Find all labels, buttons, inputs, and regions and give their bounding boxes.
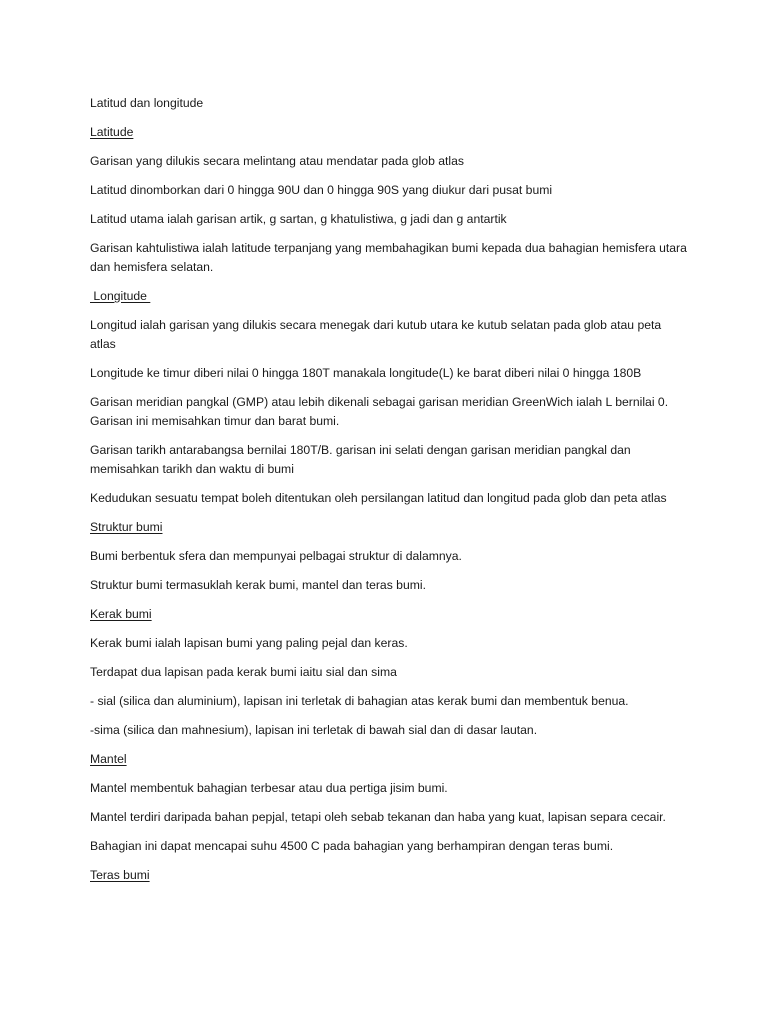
paragraph: Latitud dinomborkan dari 0 hingga 90U dan 0 hingga 90S yang diukur dari pusat bumi: [90, 183, 553, 197]
paragraph: Garisan meridian pangkal (GMP) atau lebih dikenali sebagai garisan meridian GreenWich ialah L bernilai 0. Garisan ini memisahkan timur dan barat bumi.: [90, 395, 669, 428]
paragraph: Longitude ke timur diberi nilai 0 hingga 180T manakala longitude(L) ke barat diberi nilai 0 hingga 180B: [90, 366, 642, 380]
document-body: [90, 94, 690, 895]
section-heading-teras-bumi: Teras bumi: [90, 868, 150, 882]
paragraph: - sial (silica dan aluminium), lapisan ini terletak di bahagian atas kerak bumi dan membentuk benua.: [90, 694, 629, 708]
paragraph: Longitud ialah garisan yang dilukis secara menegak dari kutub utara ke kutub selatan pada glob atau peta atlas: [90, 318, 662, 351]
section-heading-longitude: Longitude: [90, 289, 151, 303]
paragraph: -sima (silica dan mahnesium), lapisan ini terletak di bawah sial dan di dasar lautan.: [90, 723, 538, 737]
section-heading-struktur-bumi: Struktur bumi: [90, 520, 163, 534]
paragraph: Garisan yang dilukis secara melintang atau mendatar pada glob atlas: [90, 154, 464, 168]
section-heading-mantel: Mantel: [90, 752, 127, 766]
paragraph: Mantel membentuk bahagian terbesar atau dua pertiga jisim bumi.: [90, 781, 448, 795]
paragraph: Bumi berbentuk sfera dan mempunyai pelbagai struktur di dalamnya.: [90, 549, 462, 563]
paragraph: Terdapat dua lapisan pada kerak bumi iaitu sial dan sima: [90, 665, 397, 679]
section-heading-latitude: Latitude: [90, 125, 134, 139]
paragraph: Mantel terdiri daripada bahan pepjal, tetapi oleh sebab tekanan dan haba yang kuat, lapisan separa cecair.: [90, 810, 666, 824]
section-heading-kerak-bumi: Kerak bumi: [90, 607, 152, 621]
paragraph: Kerak bumi ialah lapisan bumi yang paling pejal dan keras.: [90, 636, 408, 650]
paragraph: Struktur bumi termasuklah kerak bumi, mantel dan teras bumi.: [90, 578, 426, 592]
paragraph: Bahagian ini dapat mencapai suhu 4500 C pada bahagian yang berhampiran dengan teras bumi.: [90, 839, 614, 853]
document-title: Latitud dan longitude: [90, 96, 204, 110]
paragraph: Kedudukan sesuatu tempat boleh ditentukan oleh persilangan latitud dan longitud pada glob dan peta atlas: [90, 491, 667, 505]
paragraph: Garisan kahtulistiwa ialah latitude terpanjang yang membahagikan bumi kepada dua bahagian hemisfera utara dan hemisfera selatan.: [90, 241, 687, 274]
paragraph: Latitud utama ialah garisan artik, g sartan, g khatulistiwa, g jadi dan g antartik: [90, 212, 507, 226]
paragraph: Garisan tarikh antarabangsa bernilai 180T/B. garisan ini selati dengan garisan meridian pangkal dan memisahkan tarikh dan waktu di bumi: [90, 443, 631, 476]
